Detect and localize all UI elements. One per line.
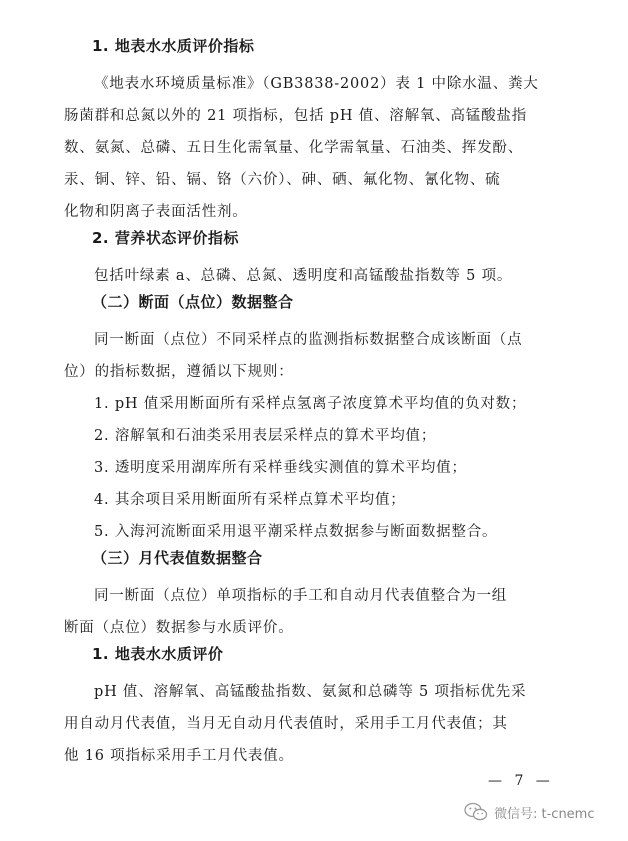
paragraph-line: 汞、铜、锌、铅、镉、铬（六价）、砷、硒、氟化物、氰化物、硫 [64, 172, 501, 188]
paragraph-line: 数、氨氮、总磷、五日生化需氧量、化学需氧量、石油类、挥发酚、 [64, 140, 523, 156]
paragraph-line: 1. pH 值采用断面所有采样点氢离子浓度算术平均值的负对数； [94, 396, 527, 412]
section-heading: （三）月代表值数据整合 [92, 549, 263, 567]
section-heading: 1. 地表水水质评价 [92, 645, 224, 663]
paragraph-line: 4. 其余项目采用断面所有采样点算术平均值； [94, 492, 406, 508]
section-heading: 1. 地表水水质评价指标 [92, 37, 255, 55]
page-number: — 7 — [488, 773, 554, 789]
paragraph-line: 3. 透明度采用湖库所有采样垂线实测值的算术平均值； [94, 460, 467, 476]
paragraph-line: 用自动月代表值，当月无自动月代表值时，采用手工月代表值；其 [64, 716, 508, 732]
paragraph-line: 断面（点位）数据参与水质评价。 [64, 620, 294, 636]
paragraph-line: 化物和阴离子表面活性剂。 [64, 204, 248, 220]
section-heading: 2. 营养状态评价指标 [92, 229, 239, 247]
paragraph-line: 位）的指标数据，遵循以下规则： [64, 364, 294, 380]
paragraph-line: 他 16 项指标采用手工月代表值。 [64, 748, 294, 764]
watermark-text: 微信号: t-cnemc [494, 806, 595, 822]
paragraph-line: 2. 溶解氧和石油类采用表层采样点的算术平均值； [94, 428, 437, 444]
paragraph-line: 肠菌群和总氮以外的 21 项指标，包括 pH 值、溶解氧、高锰酸盐指 [64, 108, 528, 124]
wechat-icon [464, 802, 488, 822]
paragraph-line: 5. 入海河流断面采用退平潮采样点数据参与断面数据整合。 [94, 524, 498, 540]
paragraph-line: 同一断面（点位）单项指标的手工和自动月代表值整合为一组 [94, 588, 508, 604]
document-body [64, 36, 564, 772]
section-heading: （二）断面（点位）数据整合 [92, 293, 294, 311]
paragraph-line: pH 值、溶解氧、高锰酸盐指数、氨氮和总磷等 5 项指标优先采 [94, 684, 527, 700]
watermark [464, 802, 595, 822]
paragraph-line: 《地表水环境质量标准》（GB3838-2002）表 1 中除水温、粪大 [94, 76, 539, 92]
paragraph-line: 包括叶绿素 a、总磷、总氮、透明度和高锰酸盐指数等 5 项。 [94, 268, 513, 284]
paragraph-line: 同一断面（点位）不同采样点的监测指标数据整合成该断面（点 [94, 332, 523, 348]
